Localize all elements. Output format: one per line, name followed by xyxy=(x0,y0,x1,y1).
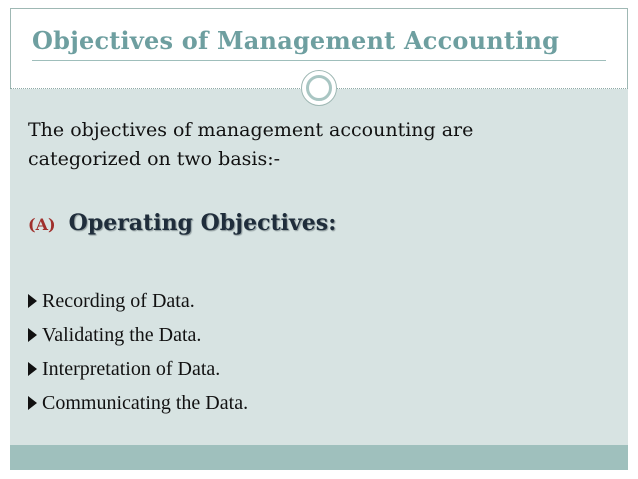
list-item xyxy=(28,352,248,386)
list-item xyxy=(28,284,248,318)
section-heading xyxy=(28,210,336,236)
list-item-text: Recording of Data. xyxy=(42,290,195,312)
list-item-text: Communicating the Data. xyxy=(42,392,249,414)
arrow-bullet-icon xyxy=(28,328,37,342)
slide-title: Objectives of Management Accounting xyxy=(32,26,560,55)
list-item-text: Validating the Data. xyxy=(42,324,202,346)
objectives-list xyxy=(28,284,248,420)
arrow-bullet-icon xyxy=(28,294,37,308)
bottom-bar xyxy=(10,445,628,470)
section-heading-text: Operating Objectives: xyxy=(68,210,337,236)
intro-text: The objectives of management accounting are categorized on two basis:- xyxy=(28,119,474,170)
arrow-bullet-icon xyxy=(28,396,37,410)
list-item xyxy=(28,318,248,352)
title-underline xyxy=(32,60,606,61)
list-item xyxy=(28,386,248,420)
section-prefix: (A) xyxy=(28,215,56,234)
arrow-bullet-icon xyxy=(28,362,37,376)
decorative-ring-icon xyxy=(306,75,332,101)
list-item-text: Interpretation of Data. xyxy=(42,358,221,380)
